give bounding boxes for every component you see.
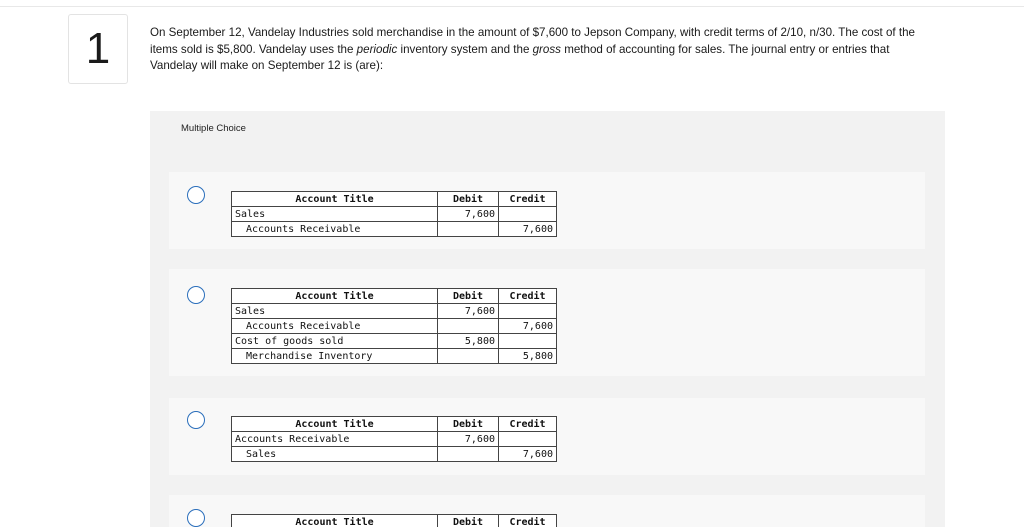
table-row: Sales 7,600: [232, 304, 557, 319]
journal-table-b: [231, 288, 557, 364]
journal-table-d: [231, 514, 557, 527]
table-row: Accounts Receivable 7,600: [232, 319, 557, 334]
question-number: 1: [68, 14, 128, 84]
header-account-title: Account Title: [232, 289, 438, 304]
radio-button-d[interactable]: [187, 509, 205, 527]
choice-option-b[interactable]: [169, 269, 925, 376]
radio-button-b[interactable]: [187, 286, 205, 304]
journal-table-c: [231, 416, 557, 462]
choice-option-d[interactable]: [169, 495, 925, 527]
header-credit: Credit: [499, 289, 557, 304]
emphasis-periodic: periodic: [356, 42, 398, 56]
header-debit: Debit: [438, 417, 499, 432]
table-row: Sales 7,600: [232, 207, 557, 222]
table-row: Accounts Receivable 7,600: [232, 222, 557, 237]
radio-button-a[interactable]: [187, 186, 205, 204]
header-account-title: Account Title: [232, 515, 438, 527]
header-debit: Debit: [438, 515, 499, 527]
choice-option-c[interactable]: [169, 398, 925, 475]
header-account-title: Account Title: [232, 192, 438, 207]
table-row: Accounts Receivable 7,600: [232, 432, 557, 447]
multiple-choice-label: Multiple Choice: [181, 123, 246, 134]
radio-button-c[interactable]: [187, 411, 205, 429]
header-debit: Debit: [438, 289, 499, 304]
table-row: Sales 7,600: [232, 447, 557, 462]
choices-panel: [150, 147, 945, 527]
table-row: Cost of goods sold 5,800: [232, 334, 557, 349]
header-account-title: Account Title: [232, 417, 438, 432]
header-credit: Credit: [499, 192, 557, 207]
top-divider: [0, 6, 1024, 7]
header-credit: Credit: [499, 417, 557, 432]
choice-option-a[interactable]: [169, 172, 925, 249]
emphasis-gross: gross: [532, 42, 561, 56]
multiple-choice-header: [150, 111, 945, 147]
table-row: Merchandise Inventory 5,800: [232, 349, 557, 364]
header-debit: Debit: [438, 192, 499, 207]
question-text: On September 12, Vandelay Industries sold merchandise in the amount of $7,600 to Jepson Company, with credit terms of 2/10, n/30. The cost of the items sold is $5,800. Vandelay uses the periodic inventory system and the gross method of accounting for sales. The journal entry or entries that Vandelay will make on September 12 is (are):: [150, 26, 915, 72]
journal-table-a: [231, 191, 557, 237]
header-credit: Credit: [499, 515, 557, 527]
